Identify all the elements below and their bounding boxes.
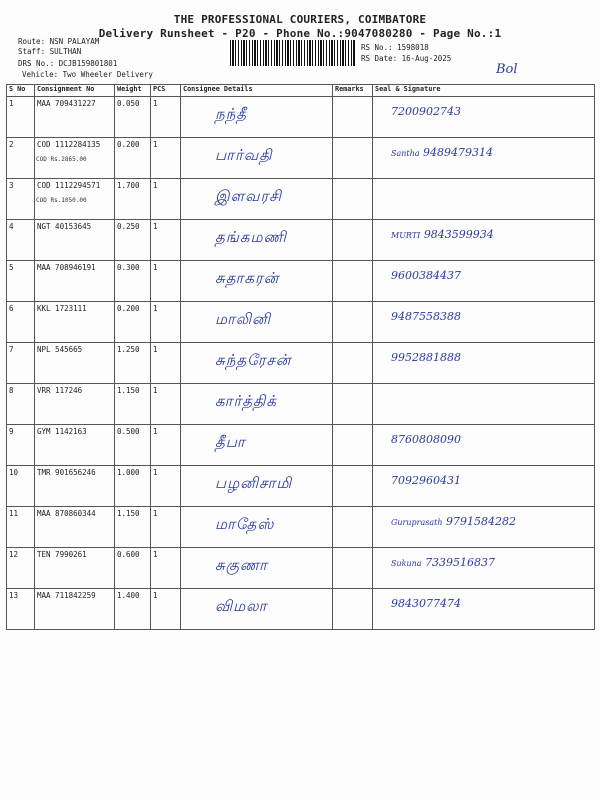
sno-value: 10 (9, 468, 19, 477)
row-remarks (333, 343, 373, 384)
row-consignment (35, 220, 115, 261)
signature-number: 8760808090 (391, 433, 461, 446)
row-weight (115, 343, 151, 384)
row-signature (373, 261, 595, 302)
row-remarks (333, 179, 373, 220)
weight-value: 1.400 (117, 591, 140, 600)
consignee-handwritten-name: கார்த்திக் (215, 392, 277, 410)
sno-value: 13 (9, 591, 19, 600)
consignee-handwritten-name: மாலினி (215, 310, 272, 328)
pcs-value: 1 (153, 591, 158, 600)
row-pcs (151, 425, 181, 466)
table-row (7, 302, 595, 343)
consignment-number: NGT 40153645 (37, 222, 92, 231)
sno-value: 12 (9, 550, 19, 559)
signature-number: 7200902743 (391, 105, 461, 118)
row-consignee (181, 548, 333, 589)
signature-phone (391, 228, 494, 241)
row-sno (7, 302, 35, 343)
weight-value: 1.250 (117, 345, 140, 354)
pcs-value: 1 (153, 345, 158, 354)
row-weight (115, 507, 151, 548)
consignee-handwritten-name: தீபா (215, 433, 246, 451)
row-weight (115, 302, 151, 343)
signature-phone (391, 269, 461, 282)
sno-value: 9 (9, 427, 14, 436)
drs-label: DRS No.: DCJB159801801 (18, 59, 118, 68)
signature-phone (391, 105, 461, 118)
row-consignee (181, 97, 333, 138)
signature-name: Sukuna (391, 559, 422, 568)
row-sno (7, 466, 35, 507)
consignment-number: NPL 545665 (37, 345, 83, 354)
pcs-value: 1 (153, 509, 158, 518)
row-consignment (35, 97, 115, 138)
row-pcs (151, 466, 181, 507)
row-signature (373, 589, 595, 630)
consignment-number: TEN 7990261 (37, 550, 87, 559)
sno-value: 5 (9, 263, 14, 272)
row-weight (115, 425, 151, 466)
pcs-value: 1 (153, 222, 158, 231)
row-consignment (35, 302, 115, 343)
weight-value: 0.200 (117, 304, 140, 313)
table-row (7, 220, 595, 261)
row-consignment (35, 548, 115, 589)
consignee-handwritten-name: தங்கமணி (215, 228, 287, 246)
signature-phone (391, 597, 461, 610)
col-remarks: Remarks (333, 85, 373, 97)
runsheet-title: Delivery Runsheet - P20 - Phone No.:9047080280 - Page No.:1 (98, 27, 502, 40)
sno-value: 6 (9, 304, 14, 313)
table-row (7, 138, 595, 179)
table-row (7, 261, 595, 302)
row-sno (7, 548, 35, 589)
row-pcs (151, 302, 181, 343)
row-weight (115, 466, 151, 507)
signature-phone (391, 146, 493, 159)
weight-value: 1.000 (117, 468, 140, 477)
pcs-value: 1 (153, 386, 158, 395)
route-label: Route: NSN PALAYAM (18, 37, 100, 46)
handwritten-mark: Bol (496, 62, 518, 77)
row-consignment (35, 261, 115, 302)
row-remarks (333, 548, 373, 589)
consignment-number: VRR 117246 (37, 386, 83, 395)
row-pcs (151, 343, 181, 384)
consignee-handwritten-name: சுந்தரேசன் (215, 351, 292, 369)
row-signature (373, 97, 595, 138)
row-consignment (35, 589, 115, 630)
signature-number: 7092960431 (391, 474, 461, 487)
row-consignee (181, 425, 333, 466)
table-row (7, 507, 595, 548)
col-pcs: PCS (151, 85, 181, 97)
row-remarks (333, 261, 373, 302)
signature-number: 9791584282 (445, 515, 516, 528)
table-row (7, 97, 595, 138)
row-consignee (181, 138, 333, 179)
sno-value: 3 (9, 181, 14, 190)
row-pcs (151, 548, 181, 589)
row-consignee (181, 384, 333, 425)
consignee-handwritten-name: பழனிசாமி (215, 474, 293, 492)
col-signature: Seal & Signature (373, 85, 595, 97)
vehicle-label: Vehicle: Two Wheeler Delivery (22, 70, 153, 79)
row-remarks (333, 589, 373, 630)
row-signature (373, 138, 595, 179)
row-signature (373, 548, 595, 589)
weight-value: 1.150 (117, 509, 140, 518)
table-header-row (7, 85, 595, 97)
row-pcs (151, 179, 181, 220)
consignment-number: GYM 1142163 (37, 427, 87, 436)
row-pcs (151, 97, 181, 138)
row-signature (373, 425, 595, 466)
row-weight (115, 261, 151, 302)
staff-label: Staff: SULTHAN (18, 47, 82, 56)
row-remarks (333, 384, 373, 425)
row-remarks (333, 138, 373, 179)
row-pcs (151, 138, 181, 179)
consignment-number: COD 1112294571 (37, 181, 101, 190)
company-title: THE PROFESSIONAL COURIERS, COIMBATORE (173, 13, 427, 26)
row-consignee (181, 302, 333, 343)
rs-info (361, 42, 451, 64)
row-remarks (333, 220, 373, 261)
signature-number: 9600384437 (391, 269, 461, 282)
row-pcs (151, 261, 181, 302)
row-remarks (333, 466, 373, 507)
signature-phone (391, 515, 516, 528)
row-signature (373, 179, 595, 220)
pcs-value: 1 (153, 550, 158, 559)
consignment-number: COD 1112284135 (37, 140, 101, 149)
consignee-handwritten-name: பார்வதி (215, 146, 273, 164)
col-sno: S No (7, 85, 35, 97)
row-remarks (333, 507, 373, 548)
row-consignment (35, 466, 115, 507)
row-remarks (333, 97, 373, 138)
row-weight (115, 548, 151, 589)
signature-number: 9489479314 (423, 146, 494, 159)
signature-phone (391, 433, 461, 446)
pcs-value: 1 (153, 263, 158, 272)
row-sno (7, 220, 35, 261)
table-row (7, 179, 595, 220)
row-remarks (333, 302, 373, 343)
signature-name: MURTI (391, 231, 421, 240)
pcs-value: 1 (153, 427, 158, 436)
weight-value: 1.150 (117, 386, 140, 395)
table-row (7, 589, 595, 630)
row-weight (115, 179, 151, 220)
sno-value: 4 (9, 222, 14, 231)
row-sno (7, 507, 35, 548)
row-sno (7, 138, 35, 179)
row-sno (7, 384, 35, 425)
consignee-handwritten-name: சுதாகரன் (215, 269, 280, 287)
row-signature (373, 302, 595, 343)
row-weight (115, 220, 151, 261)
weight-value: 0.500 (117, 427, 140, 436)
row-signature (373, 343, 595, 384)
row-weight (115, 97, 151, 138)
consignment-number: MAA 870860344 (37, 509, 96, 518)
row-consignee (181, 220, 333, 261)
row-weight (115, 138, 151, 179)
row-consignee (181, 343, 333, 384)
row-consignee (181, 261, 333, 302)
signature-phone (391, 556, 495, 569)
weight-value: 0.050 (117, 99, 140, 108)
row-consignee (181, 589, 333, 630)
table-row (7, 425, 595, 466)
consignee-handwritten-name: இளவரசி (215, 187, 282, 205)
consignment-number: MAA 711842259 (37, 591, 96, 600)
signature-name: Santha (391, 149, 420, 158)
col-weight: Weight (115, 85, 151, 97)
weight-value: 0.200 (117, 140, 140, 149)
pcs-value: 1 (153, 99, 158, 108)
sno-value: 2 (9, 140, 14, 149)
row-weight (115, 384, 151, 425)
row-consignment (35, 425, 115, 466)
signature-phone (391, 351, 461, 364)
row-consignment (35, 179, 115, 220)
table-row (7, 548, 595, 589)
signature-number: 7339516837 (425, 556, 496, 569)
sno-value: 11 (9, 509, 19, 518)
signature-number: 9952881888 (391, 351, 461, 364)
consignment-number: KKL 1723111 (37, 304, 87, 313)
signature-phone (391, 474, 461, 487)
signature-phone (391, 310, 461, 323)
row-weight (115, 589, 151, 630)
signature-name: Guruprasath (391, 518, 443, 527)
consignment-number: TMR 901656246 (37, 468, 96, 477)
weight-value: 0.600 (117, 550, 140, 559)
row-sno (7, 179, 35, 220)
consignee-handwritten-name: மாதேஸ் (215, 515, 275, 533)
signature-number: 9843077474 (391, 597, 461, 610)
row-sno (7, 425, 35, 466)
sno-value: 1 (9, 99, 14, 108)
consignee-handwritten-name: விமலா (215, 597, 268, 615)
signature-number: 9843599934 (423, 228, 494, 241)
barcode-image (230, 40, 356, 66)
table-row (7, 343, 595, 384)
row-consignee (181, 507, 333, 548)
row-signature (373, 507, 595, 548)
row-consignment (35, 138, 115, 179)
col-consignee: Consignee Details (181, 85, 333, 97)
row-signature (373, 220, 595, 261)
signature-number: 9487558388 (391, 310, 461, 323)
row-consignee (181, 179, 333, 220)
table-row (7, 466, 595, 507)
row-signature (373, 384, 595, 425)
row-sno (7, 97, 35, 138)
weight-value: 0.250 (117, 222, 140, 231)
row-sno (7, 343, 35, 384)
sno-value: 8 (9, 386, 14, 395)
row-pcs (151, 384, 181, 425)
weight-value: 1.700 (117, 181, 140, 190)
table-row (7, 384, 595, 425)
consignee-handwritten-name: சுகுணா (215, 556, 268, 574)
col-consignment: Consignment No (35, 85, 115, 97)
row-consignment (35, 384, 115, 425)
pcs-value: 1 (153, 468, 158, 477)
consignee-handwritten-name: நந்தீ (215, 105, 248, 123)
row-consignment (35, 343, 115, 384)
consignment-number: MAA 709431227 (37, 99, 96, 108)
pcs-value: 1 (153, 304, 158, 313)
row-signature (373, 466, 595, 507)
sno-value: 7 (9, 345, 14, 354)
weight-value: 0.300 (117, 263, 140, 272)
rs-number: RS No.: 1598018 (361, 43, 429, 52)
row-pcs (151, 507, 181, 548)
consignment-number: MAA 708946191 (37, 263, 96, 272)
row-remarks (333, 425, 373, 466)
row-sno (7, 589, 35, 630)
row-pcs (151, 220, 181, 261)
row-consignee (181, 466, 333, 507)
row-consignment (35, 507, 115, 548)
pcs-value: 1 (153, 181, 158, 190)
cod-amount: COD Rs.1050.00 (36, 197, 87, 204)
row-sno (7, 261, 35, 302)
cod-amount: COD Rs.2865.00 (36, 156, 87, 163)
pcs-value: 1 (153, 140, 158, 149)
runsheet-table (6, 84, 595, 630)
rs-date: RS Date: 16-Aug-2025 (361, 54, 452, 63)
row-pcs (151, 589, 181, 630)
